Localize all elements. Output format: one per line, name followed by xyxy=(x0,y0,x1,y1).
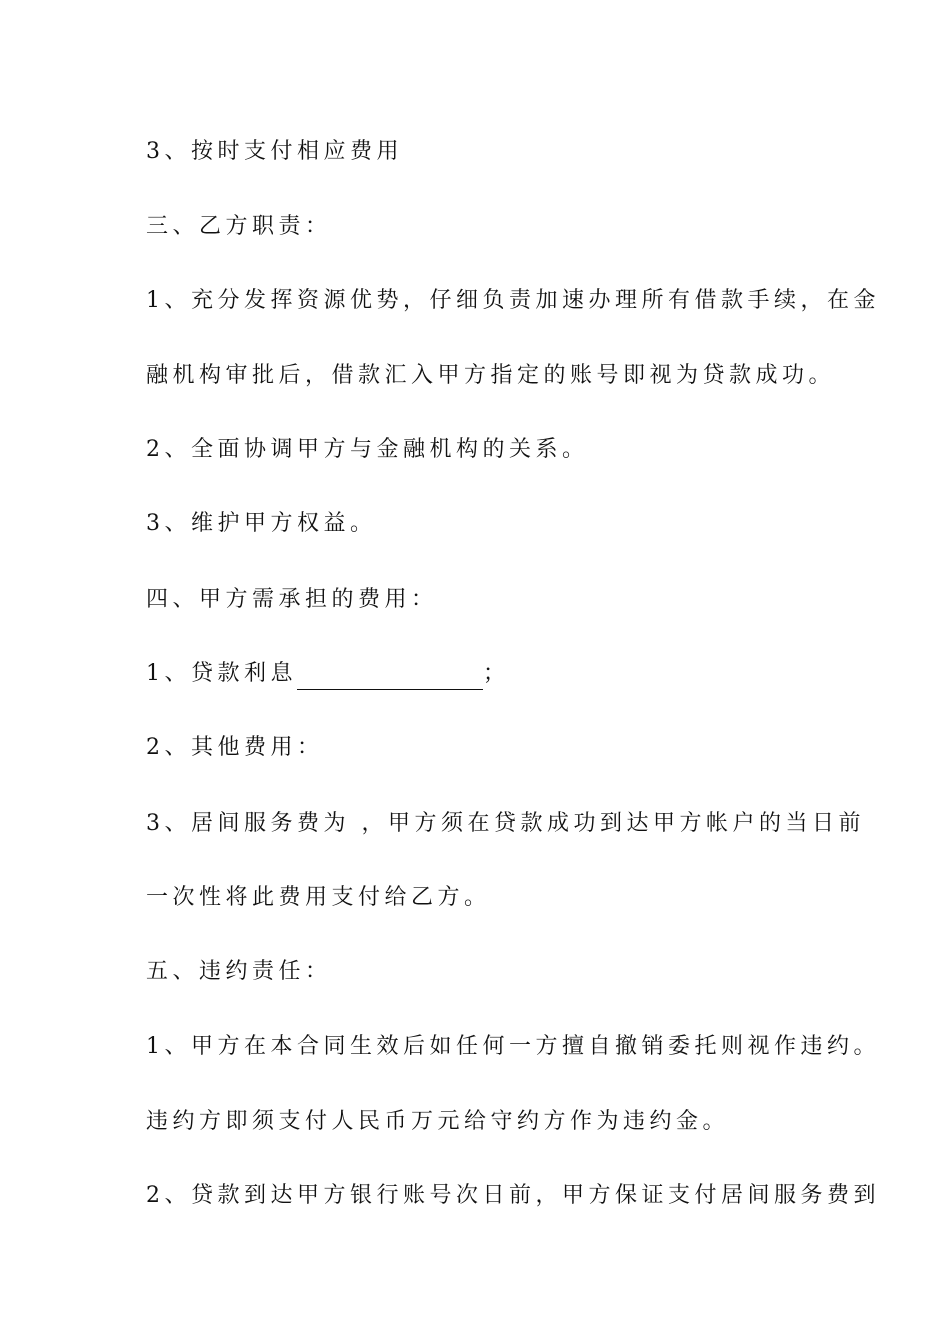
section-heading: 三、乙方职责： xyxy=(146,214,332,239)
text-line: 1、充分发挥资源优势，仔细负责加速办理所有借款手续，在金 xyxy=(146,288,880,313)
text-line: 2、全面协调甲方与金融机构的关系。 xyxy=(146,437,589,462)
fill-in-blank xyxy=(297,659,483,690)
section-heading: 五、违约责任： xyxy=(146,959,332,984)
semicolon: ； xyxy=(483,661,510,686)
text-line: 一次性将此费用支付给乙方。 xyxy=(146,885,491,910)
text-line: 融机构审批后，借款汇入甲方指定的账号即视为贷款成功。 xyxy=(146,363,836,388)
text-line-with-blank xyxy=(146,659,510,690)
text-line: 3、维护甲方权益。 xyxy=(146,511,377,536)
text-line: 3、按时支付相应费用 xyxy=(146,139,403,164)
text-line: 违约方即须支付人民币万元给守约方作为违约金。 xyxy=(146,1109,730,1134)
section-heading: 四、甲方需承担的费用： xyxy=(146,587,438,612)
text-line: 1、甲方在本合同生效后如任何一方擅自撤销委托则视作违约。 xyxy=(146,1034,880,1059)
loan-interest-label: 1、贷款利息 xyxy=(146,661,297,686)
text-line: 2、贷款到达甲方银行账号次日前，甲方保证支付居间服务费到 xyxy=(146,1183,880,1208)
text-line: 3、居间服务费为 ，甲方须在贷款成功到达甲方帐户的当日前 xyxy=(146,811,865,836)
text-line: 2、其他费用： xyxy=(146,735,324,760)
